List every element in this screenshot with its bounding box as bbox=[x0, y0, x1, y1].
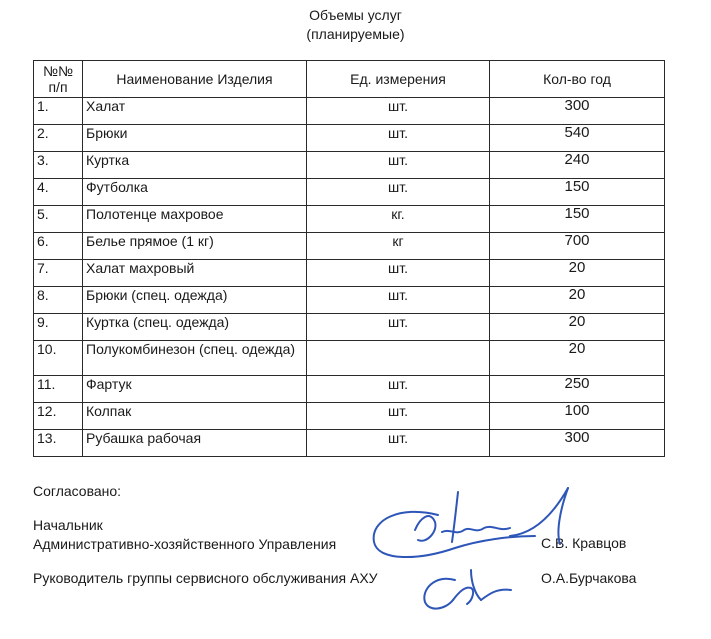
row-unit: кг. bbox=[307, 206, 490, 233]
row-num: 8. bbox=[34, 287, 83, 314]
row-qty: 540 bbox=[490, 125, 665, 152]
row-num: 13. bbox=[34, 430, 83, 457]
signatory1-name: С.В. Кравцов bbox=[541, 535, 627, 551]
row-qty: 20 bbox=[490, 260, 665, 287]
table-row bbox=[34, 430, 665, 457]
row-qty: 250 bbox=[490, 376, 665, 403]
table-row bbox=[34, 341, 665, 376]
signatory2-name: О.А.Бурчакова bbox=[541, 570, 637, 586]
row-unit: шт. bbox=[307, 376, 490, 403]
row-qty: 300 bbox=[490, 98, 665, 125]
row-unit: шт. bbox=[307, 152, 490, 179]
table-row bbox=[34, 233, 665, 260]
row-qty: 20 bbox=[490, 287, 665, 314]
signatory1-position-line1: Начальник bbox=[33, 517, 103, 533]
signature-2-image bbox=[415, 560, 535, 620]
signatory1-position-line2: Административно-хозяйственного Управления bbox=[33, 536, 337, 552]
table-row bbox=[34, 152, 665, 179]
row-unit: шт. bbox=[307, 314, 490, 341]
row-num: 6. bbox=[34, 233, 83, 260]
table-row bbox=[34, 125, 665, 152]
table-row bbox=[34, 98, 665, 125]
row-num: 2. bbox=[34, 125, 83, 152]
row-unit: кг bbox=[307, 233, 490, 260]
row-qty: 700 bbox=[490, 233, 665, 260]
row-name: Рубашка рабочая bbox=[83, 430, 307, 457]
row-qty: 100 bbox=[490, 403, 665, 430]
row-name: Белье прямое (1 кг) bbox=[83, 233, 307, 260]
row-unit: шт. bbox=[307, 430, 490, 457]
row-name: Куртка bbox=[83, 152, 307, 179]
row-unit: шт. bbox=[307, 125, 490, 152]
row-name: Футболка bbox=[83, 179, 307, 206]
row-unit: шт. bbox=[307, 403, 490, 430]
table-row bbox=[34, 206, 665, 233]
subtitle-line: (планируемые) bbox=[306, 26, 405, 42]
row-num: 1. bbox=[34, 98, 83, 125]
row-name: Халат bbox=[83, 98, 307, 125]
table-row bbox=[34, 179, 665, 206]
table-row bbox=[34, 403, 665, 430]
row-name: Брюки bbox=[83, 125, 307, 152]
row-name: Куртка (спец. одежда) bbox=[83, 314, 307, 341]
row-name: Полукомбинезон (спец. одежда) bbox=[83, 341, 307, 376]
row-name: Брюки (спец. одежда) bbox=[83, 287, 307, 314]
column-header-unit: Ед. измерения bbox=[307, 61, 490, 98]
row-num: 4. bbox=[34, 179, 83, 206]
approval-label: Согласовано: bbox=[33, 483, 122, 499]
row-name: Фартук bbox=[83, 376, 307, 403]
services-table bbox=[33, 60, 665, 457]
row-num: 10. bbox=[34, 341, 83, 376]
row-num: 7. bbox=[34, 260, 83, 287]
row-name: Халат махровый bbox=[83, 260, 307, 287]
row-num: 12. bbox=[34, 403, 83, 430]
row-unit bbox=[307, 341, 490, 376]
row-num: 3. bbox=[34, 152, 83, 179]
column-header-name: Наименование Изделия bbox=[83, 61, 307, 98]
row-qty: 20 bbox=[490, 314, 665, 341]
row-num: 11. bbox=[34, 376, 83, 403]
signature-1-image bbox=[360, 470, 580, 570]
table-row bbox=[34, 376, 665, 403]
row-num: 5. bbox=[34, 206, 83, 233]
title-line: Объемы услуг bbox=[309, 7, 402, 23]
row-unit: шт. bbox=[307, 287, 490, 314]
table-row bbox=[34, 287, 665, 314]
document-title bbox=[0, 6, 711, 44]
row-qty: 300 bbox=[490, 430, 665, 457]
column-header-qty: Кол-во год bbox=[490, 61, 665, 98]
row-unit: шт. bbox=[307, 98, 490, 125]
row-qty: 150 bbox=[490, 179, 665, 206]
table-header-row bbox=[34, 61, 665, 98]
column-header-num: №№ п/п bbox=[34, 61, 83, 98]
table-row bbox=[34, 314, 665, 341]
row-qty: 150 bbox=[490, 206, 665, 233]
row-name: Полотенце махровое bbox=[83, 206, 307, 233]
row-num: 9. bbox=[34, 314, 83, 341]
row-unit: шт. bbox=[307, 260, 490, 287]
signatory1-position bbox=[33, 516, 336, 554]
signatory2-position: Руководитель группы сервисного обслуживания АХУ bbox=[33, 570, 378, 586]
table-row bbox=[34, 260, 665, 287]
row-name: Колпак bbox=[83, 403, 307, 430]
row-qty: 20 bbox=[490, 341, 665, 376]
row-unit: шт. bbox=[307, 179, 490, 206]
row-qty: 240 bbox=[490, 152, 665, 179]
